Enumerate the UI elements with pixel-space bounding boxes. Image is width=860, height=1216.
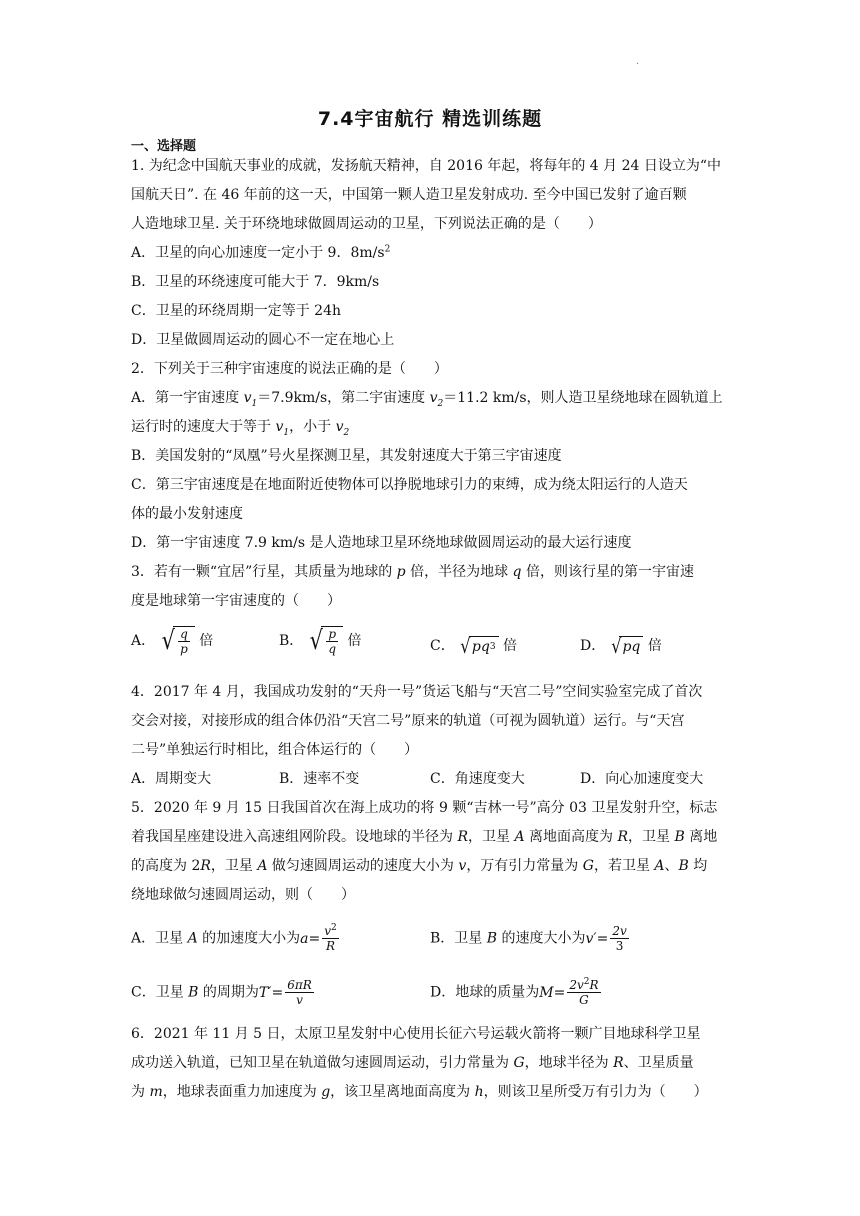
q3-q: q: [512, 564, 522, 580]
q1-option-d: D．卫星做圆周运动的圆心不一定在地心上: [131, 332, 395, 348]
q2-option-c-line2: 体的最小发射速度: [131, 506, 243, 522]
q5-b-den: 3: [615, 939, 624, 953]
q5-a-A: A: [187, 930, 198, 947]
q6-l2-R: R: [613, 1055, 624, 1071]
q3-a-den: p: [180, 642, 188, 656]
q6-stem-line3: [131, 1083, 708, 1101]
q2-a-v1: v: [243, 390, 252, 406]
q3-d-formula: [610, 636, 644, 656]
radical-icon: √: [610, 634, 622, 658]
q5-a-formula: [300, 924, 341, 953]
q5-d-lhs: M: [539, 984, 554, 1001]
q2-a2-v1: v: [275, 419, 284, 435]
q4-stem-line2: 交会对接，对接形成的组合体仍沿“天宫二号”原来的轨道（可视为圆轨道）运行。与“天宫: [131, 713, 685, 729]
q5-stem-line2: [131, 828, 717, 846]
q3-c-expr: pq: [471, 638, 490, 655]
q5-l3-t2: ，卫星: [210, 858, 258, 874]
q6-l3-t3: ，该卫星离地面高度为: [330, 1084, 475, 1100]
q6-l3-h: h: [474, 1084, 484, 1100]
q1-stem-line3: 人造地球卫星. 关于环绕地球做圆周运动的卫星，下列说法正确的是（ ）: [131, 216, 602, 232]
q3-b-unit: 倍: [347, 633, 362, 649]
q3-c-sqrt: [459, 636, 498, 656]
radical-icon: √: [460, 634, 471, 658]
q4-option-a: A．周期变大: [131, 771, 212, 787]
q5-b-t2: 的速度大小为: [497, 930, 586, 947]
q6-l3-t1: 为: [131, 1084, 150, 1100]
q3-a-label: A．: [131, 633, 156, 649]
q3-c-label: C．: [430, 638, 455, 654]
q5-stem-line3: [131, 857, 707, 875]
q2-stem: 2．下列关于三种宇宙速度的说法正确的是（ ）: [131, 361, 448, 377]
q2-a2-v2-sub: 2: [343, 427, 350, 438]
q3-b-label: B．: [279, 633, 304, 649]
q3-a-radicand: [173, 626, 195, 656]
q5-a-den: R: [325, 939, 336, 953]
q5-a-lhs: a: [300, 930, 309, 947]
radical-icon: √: [309, 626, 323, 656]
q3-b-formula: [308, 626, 343, 656]
q2-a2-text2: ，小于: [289, 419, 336, 435]
q5-l3-A2: A: [654, 858, 665, 874]
q5-a-eq: =: [308, 930, 321, 947]
page-title: 7.4宇宙航行 精选训练题: [317, 108, 543, 130]
q3-text2: 倍，半径为地球: [405, 564, 513, 580]
q1-stem-line2: 国航天日”. 在 46 年前的这一天，中国第一颗人造卫星发射成功. 至今中国已发射了逾百颗: [131, 187, 687, 203]
q4-option-d: D．向心加速度变大: [580, 771, 704, 787]
q5-l2-t4: ，卫星: [628, 829, 675, 845]
q2-a-v2-sub: 2: [437, 398, 444, 409]
q3-a-sqrt: [160, 626, 195, 656]
q5-d-fraction: [567, 978, 600, 1007]
q4-option-b: B．速率不变: [279, 771, 360, 787]
q3-b-num: p: [328, 627, 337, 641]
q5-c-t1: C．卫星: [131, 984, 189, 1001]
q3-d-label: D．: [580, 638, 606, 654]
q5-a-num-base: v: [324, 924, 332, 938]
q5-d-num-sup: 2: [583, 977, 590, 987]
q5-b-fraction: [610, 924, 628, 953]
q3-stem-line2: 度是地球第一宇宙速度的（ ）: [131, 593, 341, 609]
q5-l2-A: A: [514, 829, 525, 845]
q5-l3-t4: ，万有引力常量为: [466, 858, 583, 874]
q2-a-text3: ＝11.2 km/s，则人造卫星绕地球在圆轨道上: [443, 390, 723, 406]
q5-d-num-base: 2v: [569, 978, 584, 992]
q5-b-lhs: v′: [585, 930, 597, 947]
q3-option-a: [131, 626, 213, 656]
section-heading: 一、选择题: [131, 139, 197, 154]
q2-option-c-line1: C．第三宇宙速度是在地面附近使物体可以挣脱地球引力的束缚，成为绕太阳运行的人造天: [131, 477, 688, 493]
q5-a-fraction: [322, 924, 339, 953]
q5-l3-G: G: [582, 858, 594, 874]
q5-d-den: G: [579, 993, 589, 1007]
q5-l2-t1: 着我国星座建设进入高速组网阶段。设地球的半径为: [131, 829, 458, 845]
q5-stem-line4: 绕地球做匀速圆周运动，则（ ）: [131, 887, 355, 903]
q1-stem-line1: 1. 为纪念中国航天事业的成就，发扬航天精神，自 2016 年起，将每年的 4 月 24 日设立为“中: [131, 158, 722, 174]
q6-l3-g: g: [321, 1084, 331, 1100]
q6-stem-line1: 6．2021 年 11 月 5 日，太原卫星发射中心使用长征六号运载火箭将一颗广目地球科学卫星: [131, 1026, 701, 1042]
q3-c-radicand: pq 3: [469, 636, 499, 656]
q2-option-a-line1: [131, 389, 723, 407]
q3-stem-line1: [131, 563, 694, 581]
q5-l3-v: v: [458, 858, 467, 874]
q5-l2-t3: 离地面高度为: [524, 829, 618, 845]
q5-stem-line1: 5．2020 年 9 月 15 日我国首次在海上成功的将 9 颗“吉林一号”高分 03 卫星发射升空，标志: [131, 800, 718, 816]
q2-option-b: B．美国发射的“凤凰”号火星探测卫星，其发射速度大于第三宇宙速度: [131, 448, 562, 464]
q3-option-b: [279, 626, 361, 656]
q3-option-c: [430, 636, 517, 656]
q5-b-t1: B．卫星: [430, 930, 487, 947]
q5-d-num-post: R: [589, 978, 599, 992]
q5-l3-A: A: [257, 858, 268, 874]
q4-stem-line1: 4．2017 年 4 月，我国成功发射的“天舟一号”货运飞船与“天宫二号”空间实验室完成了首次: [131, 684, 703, 700]
q5-c-fraction: [285, 978, 314, 1007]
q2-a-text1: A．第一宇宙速度: [131, 390, 244, 406]
q3-a-fraction: [178, 627, 190, 656]
q2-a2-v2: v: [335, 419, 344, 435]
q2-a2-text1: 运行时的速度大于等于: [131, 419, 276, 435]
q5-l2-R: R: [457, 829, 468, 845]
q5-l3-t6: 、: [664, 858, 679, 874]
q5-l3-B: B: [678, 858, 689, 874]
q5-l3-t1: 的高度为 2: [131, 858, 201, 874]
q3-b-fraction: [326, 627, 338, 656]
q3-c-unit: 倍: [503, 638, 518, 654]
q5-option-d: [430, 978, 603, 1007]
q5-c-B: B: [188, 984, 199, 1001]
q5-a-num-sup: 2: [331, 923, 337, 933]
q5-b-formula: [586, 924, 631, 953]
q6-stem-line2: [131, 1054, 694, 1072]
q6-l2-t1: 成功送入轨道，已知卫星在轨道做匀速圆周运动，引力常量为: [131, 1055, 514, 1071]
header-dot: .: [636, 56, 640, 67]
q3-p: p: [396, 564, 406, 580]
q5-option-b: [430, 924, 631, 953]
q2-a2-v1-sub: 1: [283, 427, 290, 438]
radical-icon: √: [161, 626, 175, 656]
q3-a-unit: 倍: [199, 633, 214, 649]
q5-c-lhs: T′: [258, 984, 272, 1001]
q5-l3-R: R: [200, 858, 211, 874]
q5-l2-B: B: [674, 829, 685, 845]
q1-option-b: B．卫星的环绕速度可能大于 7．9km/s: [131, 274, 380, 290]
q5-d-t1: D．地球的质量为: [430, 984, 540, 1001]
q5-l3-t5: ，若卫星: [593, 858, 655, 874]
q6-l2-G: G: [513, 1055, 525, 1071]
q5-l2-R2: R: [617, 829, 629, 845]
q5-option-c: [131, 978, 316, 1007]
q1-option-a-exp: 2: [384, 244, 391, 255]
q3-d-sqrt: [610, 636, 644, 656]
q4-stem-line3: 二号”单独运行时相比，组合体运行的（ ）: [131, 742, 419, 758]
q6-l2-t3: 、卫星质量: [623, 1055, 694, 1071]
q5-a-t1: A．卫星: [131, 930, 188, 947]
q3-text1: 3．若有一颗“宜居”行星，其质量为地球的: [131, 564, 397, 580]
q5-d-eq: =: [553, 984, 566, 1001]
q2-a-text2: ＝7.9km/s，第二宇宙速度: [257, 390, 430, 406]
q5-c-formula: [259, 978, 316, 1007]
q1-option-a: [131, 244, 390, 262]
q5-c-t2: 的周期为: [198, 984, 259, 1001]
q5-d-formula: [539, 978, 602, 1007]
q5-option-a: [131, 924, 341, 953]
q3-a-formula: [160, 626, 195, 656]
q5-c-num: 6πR: [287, 978, 312, 992]
q2-option-d: D．第一宇宙速度 7.9 km/s 是人造地球卫星环绕地球做圆周运动的最大运行速度: [131, 535, 632, 551]
q2-option-a-line2: [131, 418, 349, 436]
q3-b-sqrt: [308, 626, 343, 656]
q6-l3-t4: ，则该卫星所受万有引力为（ ）: [483, 1084, 708, 1100]
q5-b-num: 2v: [612, 924, 627, 938]
q6-l3-t2: ，地球表面重力加速度为: [162, 1084, 322, 1100]
q5-l3-t7: 均: [688, 858, 708, 874]
q3-c-formula: [459, 636, 498, 656]
q3-b-radicand: [321, 626, 343, 656]
q5-l3-t3: 做匀速圆周运动的速度大小为: [267, 858, 459, 874]
q3-d-radicand: pq: [619, 636, 643, 656]
q5-b-B: B: [486, 930, 498, 947]
q3-d-unit: 倍: [647, 638, 662, 654]
q1-option-a-text: A．卫星的向心加速度一定小于 9．8m/s: [131, 245, 385, 261]
q3-text3: 倍，则该行星的第一宇宙速: [521, 564, 694, 580]
q5-c-den: v: [296, 993, 303, 1007]
q5-l2-t2: ，卫星: [468, 829, 515, 845]
q2-a-v2: v: [429, 390, 438, 406]
q3-b-den: q: [328, 642, 337, 656]
q5-a-t2: 的加速度大小为: [197, 930, 301, 947]
q3-a-num: q: [180, 627, 188, 641]
q5-l2-t5: 离地: [684, 829, 718, 845]
q2-a-v1-sub: 1: [251, 398, 258, 409]
q5-b-eq: =: [596, 930, 609, 947]
q5-c-eq: =: [271, 984, 284, 1001]
q4-option-c: C．角速度变大: [430, 771, 525, 787]
q5-d-num: [567, 978, 600, 993]
q1-option-c: C．卫星的环绕周期一定等于 24h: [131, 303, 341, 319]
q3-option-d: [580, 636, 662, 656]
q6-l3-m: m: [149, 1084, 163, 1100]
q6-l2-t2: ，地球半径为: [524, 1055, 614, 1071]
q5-a-num: [322, 924, 339, 939]
